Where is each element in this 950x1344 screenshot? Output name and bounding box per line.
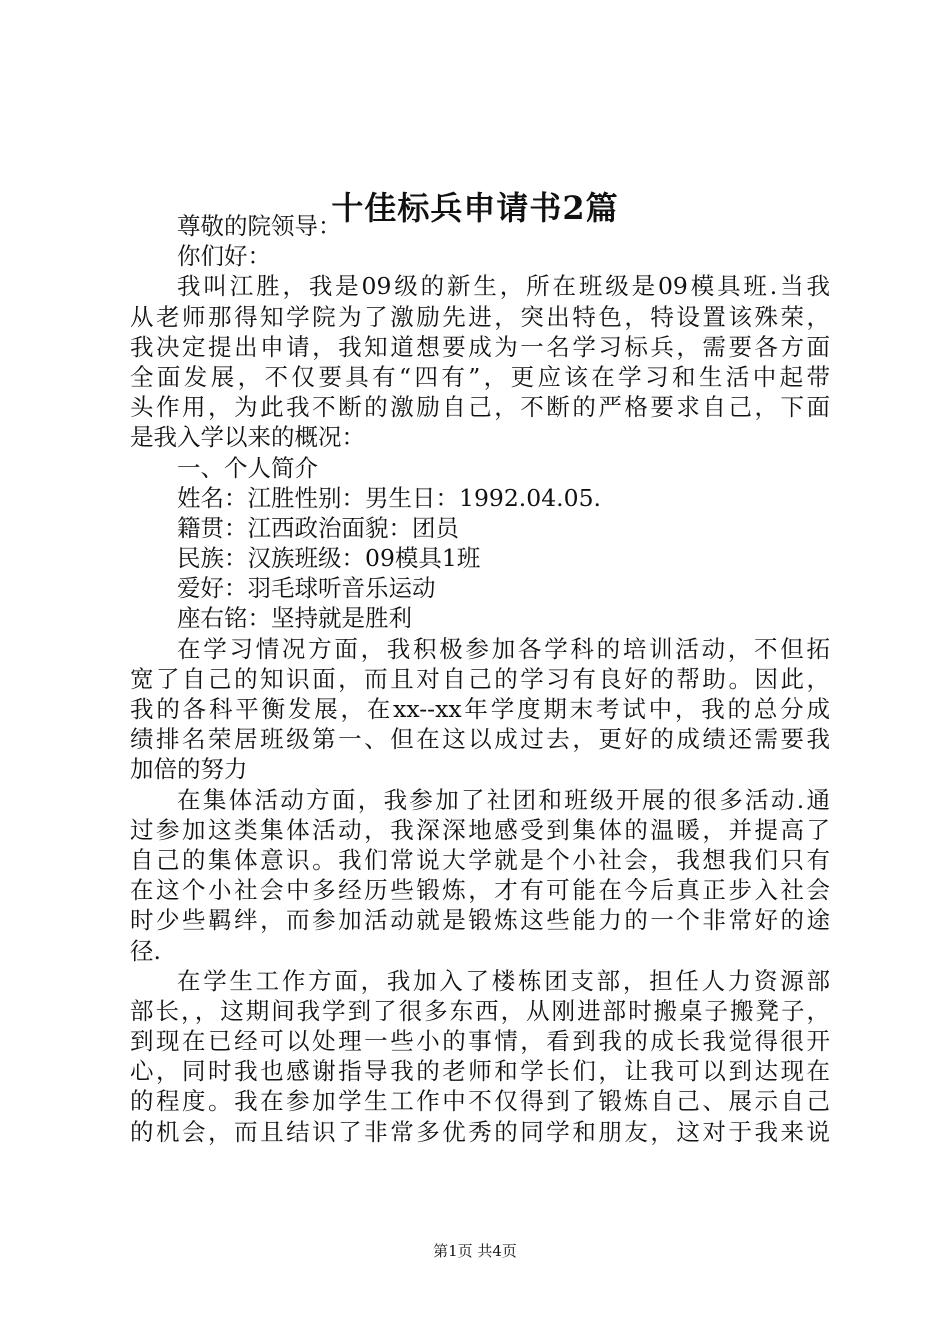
text-line: 头作用，为此我不断的激励自己，不断的严格要求自己，下面 [130,393,830,422]
section-heading: 一、个人简介 [177,453,318,482]
intro-paragraph [130,271,830,452]
profile-item: 籍贯：江西政治面貌：团员 [177,513,459,542]
profile-item: 民族：汉族班级：09模具1班 [177,544,481,573]
text-line: 宽了自己的知识面，而且对自己的学习有良好的帮助。因此， [130,664,830,693]
text-line: 部长，，这期间我学到了很多东西，从刚进部时搬桌子搬凳子， [130,996,830,1025]
text-line: 在学习情况方面，我积极参加各学科的培训活动，不但拓 [177,634,830,663]
profile-item: 爱好：羽毛球听音乐运动 [177,574,436,603]
student-work-paragraph [130,966,830,1147]
text-line: 绩排名荣居班级第一、但在这以成过去，更好的成绩还需要我 [130,725,830,754]
text-line: 心，同时我也感谢指导我的老师和学长们，让我可以到达现在 [130,1057,830,1086]
text-line: 的程度。我在参加学生工作中不仅得到了锻炼自己、展示自己 [130,1087,830,1116]
text-line: 到现在已经可以处理一些小的事情，看到我的成长我觉得很开 [130,1027,830,1056]
collective-paragraph [130,785,830,966]
salutation: 尊敬的院领导： [177,212,342,240]
text-line: 从老师那得知学院为了激励先进，突出特色，特设置该殊荣， [130,302,830,331]
text-line: 自己的集体意识。我们常说大学就是个小社会，我想我们只有 [130,845,830,874]
profile-item: 座右铭：坚持就是胜利 [177,604,412,633]
text-line: 全面发展，不仅要具有“四有”，更应该在学习和生活中起带 [130,362,830,391]
text-line: 是我入学以来的概况： [130,423,365,452]
text-line: 径. [130,936,161,965]
document-title: 十佳标兵申请书2篇 [331,189,619,227]
document-body [130,211,830,1147]
text-line: 的机会，而且结识了非常多优秀的同学和朋友，这对于我来说 [130,1117,830,1146]
text-line: 在这个小社会中多经历些锻炼，才有可能在今后真正步入社会 [130,876,830,905]
study-paragraph [130,634,830,785]
text-line: 在集体活动方面，我参加了社团和班级开展的很多活动.通 [177,785,830,814]
text-line: 我叫江胜，我是09级的新生，所在班级是09模具班.当我 [177,272,830,301]
text-line: 我决定提出申请，我知道想要成为一名学习标兵，需要各方面 [130,332,830,361]
text-line: 我的各科平衡发展，在xx--xx年学度期末考试中，我的总分成 [130,695,830,723]
greeting: 你们好： [177,242,271,271]
text-line: 过参加这类集体活动，我深深地感受到集体的温暖，并提高了 [130,815,830,844]
text-line: 加倍的努力 [130,755,248,784]
profile-list [130,483,830,634]
text-line: 时少些羁绊，而参加活动就是锻炼这些能力的一个非常好的途 [130,906,830,935]
text-line: 在学生工作方面，我加入了楼栋团支部，担任人力资源部 [177,966,830,995]
profile-item: 姓名：江胜性别：男生日：1992.04.05. [177,483,602,512]
page-number-footer: 第1页 共4页 [433,1242,517,1260]
